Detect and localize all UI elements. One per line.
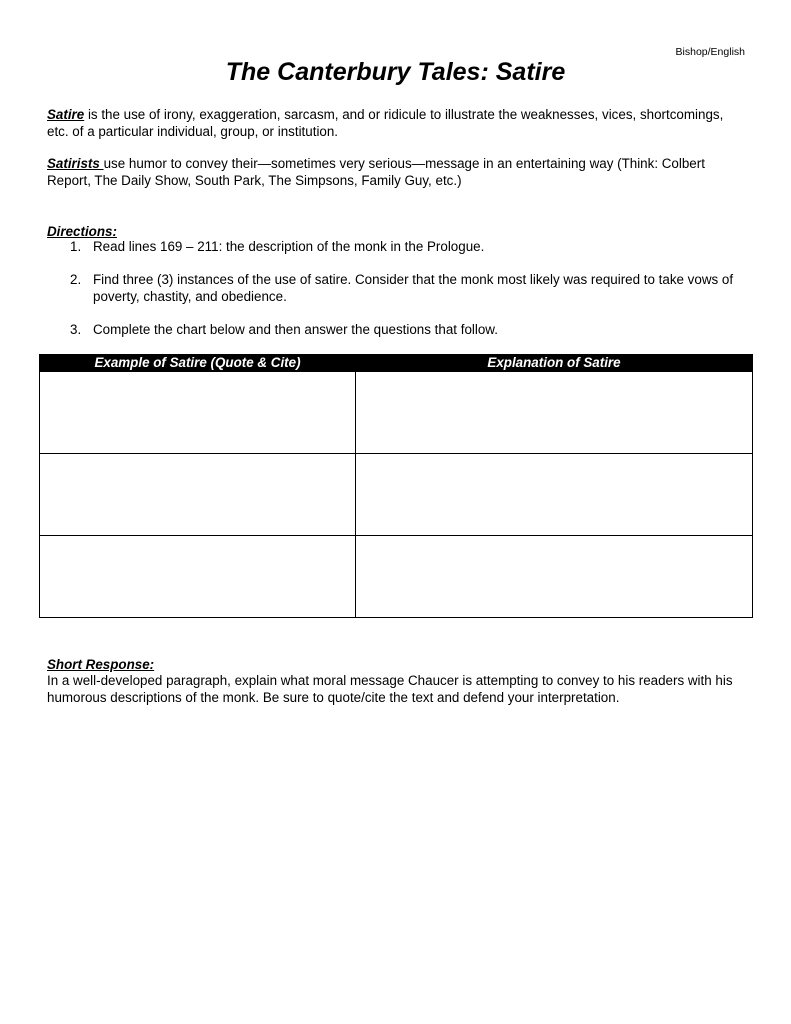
chart-header-example: Example of Satire (Quote & Cite) <box>40 355 356 372</box>
list-item <box>47 321 747 338</box>
chart-header-explanation: Explanation of Satire <box>356 355 753 372</box>
table-row <box>40 454 753 536</box>
header-note: Bishop/English <box>675 46 745 58</box>
explanation-cell[interactable] <box>356 536 753 618</box>
list-item-number: 2. <box>70 272 82 287</box>
short-response-text: In a well-developed paragraph, explain what moral message Chaucer is attempting to convey to his readers with his humorous descriptions of the monk. Be sure to quote/cite the text and defend your interpretation. <box>47 673 733 705</box>
satirists-definition-text: use humor to convey their—sometimes very serious—message in an entertaining way (Think: Colbert Report, The Daily Show, South Park, The Simpsons, Family Guy, etc.) <box>47 156 705 188</box>
list-item-text: Complete the chart below and then answer the questions that follow. <box>93 322 498 337</box>
satire-definition-text: is the use of irony, exaggeration, sarcasm, and or ridicule to illustrate the weaknesses, vices, shortcomings, etc. of a particular individual, group, or institution. <box>47 107 724 139</box>
explanation-cell[interactable] <box>356 372 753 454</box>
list-item-text: Find three (3) instances of the use of satire. Consider that the monk most likely was required to take vows of poverty, chastity, and obedience. <box>93 272 734 304</box>
satirists-term: Satirists <box>47 156 104 171</box>
list-item-number: 1. <box>70 239 82 254</box>
satirists-definition <box>47 155 747 189</box>
list-item-text: Read lines 169 – 211: the description of the monk in the Prologue. <box>93 239 485 254</box>
list-item-number: 3. <box>70 322 82 337</box>
directions-heading: Directions: <box>47 224 117 239</box>
example-cell[interactable] <box>40 454 356 536</box>
chart-header-row <box>40 355 753 372</box>
example-cell[interactable] <box>40 372 356 454</box>
explanation-cell[interactable] <box>356 454 753 536</box>
satire-term: Satire <box>47 107 85 122</box>
short-response-heading: Short Response: <box>47 657 155 672</box>
satire-chart <box>39 354 753 618</box>
directions-list <box>47 238 747 354</box>
list-item <box>47 271 747 305</box>
table-row <box>40 536 753 618</box>
table-row <box>40 372 753 454</box>
page-title: The Canterbury Tales: Satire <box>225 58 566 86</box>
satire-definition <box>47 106 747 140</box>
list-item <box>47 238 747 255</box>
example-cell[interactable] <box>40 536 356 618</box>
